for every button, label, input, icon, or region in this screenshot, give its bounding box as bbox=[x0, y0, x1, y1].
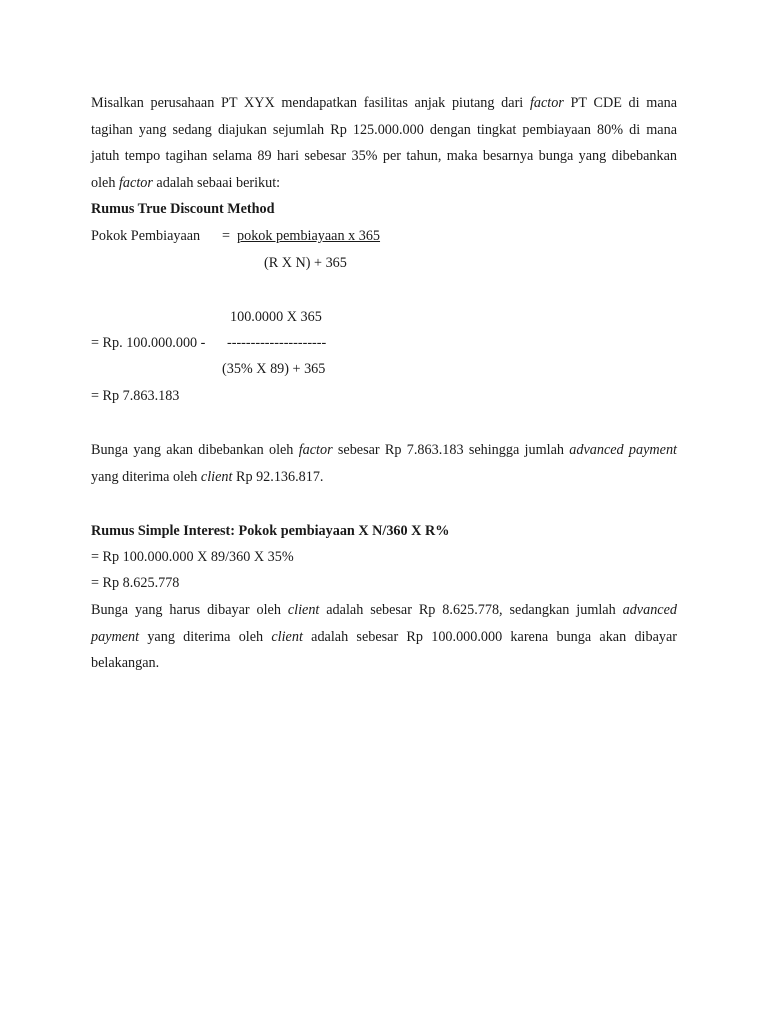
final-text: adalah sebesar Rp 100.000.000 karena bunga akan dibayar belakangan. bbox=[91, 628, 677, 671]
simple-interest-line1: = Rp 100.000.000 X 89/360 X 35% bbox=[91, 549, 294, 565]
formula-equals: = bbox=[222, 228, 231, 244]
final-paragraph bbox=[91, 597, 677, 677]
bunga-paragraph bbox=[91, 437, 677, 490]
calc-divider: --------------------- bbox=[227, 335, 327, 351]
true-discount-result: = Rp 7.863.183 bbox=[91, 388, 180, 404]
intro-text: Misalkan perusahaan PT XYX mendapatkan fasilitas anjak piutang dari bbox=[91, 95, 530, 111]
bunga-text: Bunga yang akan dibebankan oleh bbox=[91, 442, 299, 458]
intro-paragraph bbox=[91, 90, 677, 196]
calc-denominator: (35% X 89) + 365 bbox=[222, 361, 326, 377]
intro-text: PT CDE di mana tagihan yang sedang diajukan sejumlah Rp 125.000.000 dengan tingkat pembiayaan 80% di mana jatuh tempo tagihan selama 89 hari sebesar 35% per tahun, maka besarnya bunga yang dibebankan oleh bbox=[91, 95, 678, 191]
calc-numerator: 100.0000 X 365 bbox=[230, 309, 322, 325]
intro-text: adalah sebaai berikut: bbox=[152, 174, 281, 191]
pokok-label: Pokok Pembiayaan bbox=[91, 228, 201, 244]
final-text: Bunga yang harus dibayar oleh bbox=[91, 602, 288, 618]
formula-numerator: pokok pembiayaan x 365 bbox=[237, 228, 381, 244]
client-term: client bbox=[287, 602, 320, 618]
final-text: adalah sebesar Rp 8.625.778, sedangkan jumlah bbox=[319, 602, 623, 618]
advanced-payment-term: advanced payment bbox=[91, 602, 677, 645]
factor-term: factor bbox=[298, 442, 333, 458]
simple-interest-result: = Rp 8.625.778 bbox=[91, 575, 180, 591]
simple-interest-heading: Rumus Simple Interest: Pokok pembiayaan X N/360 X R% bbox=[91, 523, 450, 539]
client-term: client bbox=[271, 628, 303, 645]
factor-term: factor bbox=[529, 95, 564, 111]
advanced-payment-term: advanced payment bbox=[569, 442, 677, 458]
bunga-text: sebesar Rp 7.863.183 sehingga jumlah bbox=[332, 442, 570, 458]
factor-term: factor bbox=[118, 174, 153, 191]
formula-denominator: (R X N) + 365 bbox=[264, 255, 347, 271]
calc-prefix: = Rp. 100.000.000 - bbox=[91, 335, 206, 351]
true-discount-heading: Rumus True Discount Method bbox=[91, 201, 275, 217]
final-text: yang diterima oleh bbox=[139, 628, 272, 645]
client-term: client bbox=[200, 468, 233, 485]
bunga-text: Rp 92.136.817. bbox=[232, 468, 324, 485]
bunga-text: yang diterima oleh bbox=[91, 468, 201, 485]
